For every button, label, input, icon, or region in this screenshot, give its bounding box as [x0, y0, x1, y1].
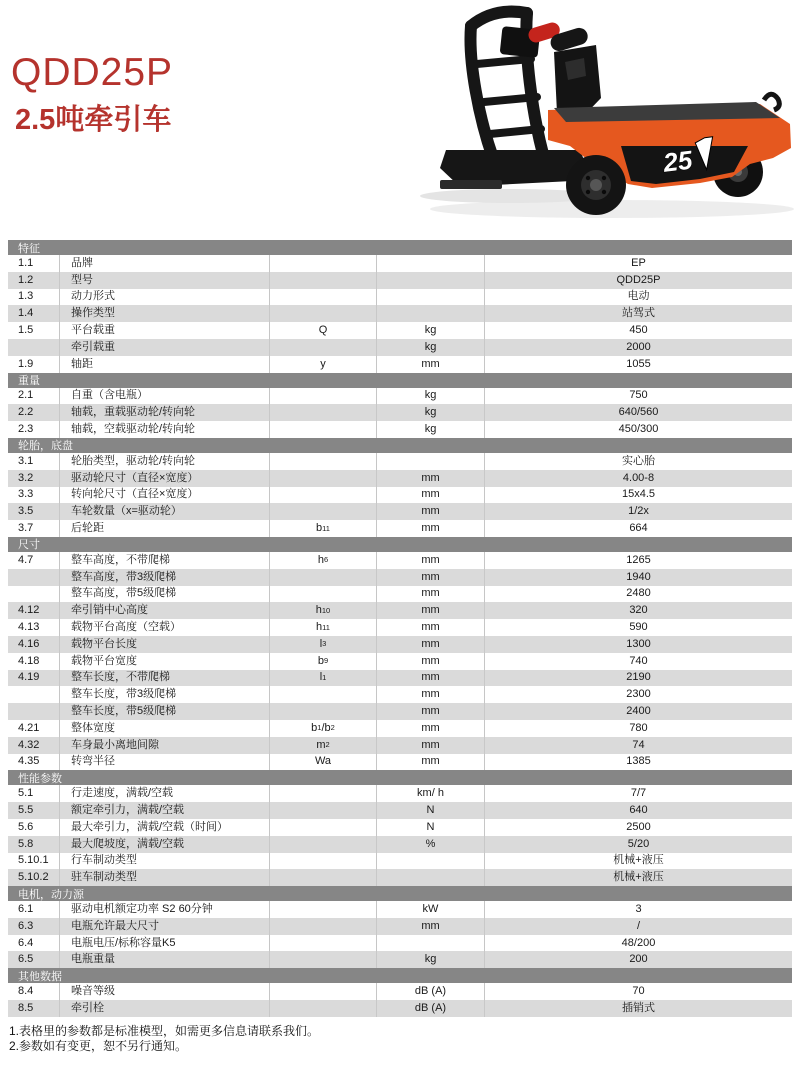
cell-no: 4.19 [8, 670, 60, 687]
cell-unit: mm [377, 356, 485, 373]
cell-symbol [270, 272, 377, 289]
cell-symbol: l 3 [270, 636, 377, 653]
section-header: 尺寸 [8, 537, 792, 552]
spec-row [8, 935, 792, 952]
cell-value: 1055 [626, 357, 651, 370]
cell-value: / [636, 919, 641, 932]
cell-unit: % [377, 836, 485, 853]
cell-name: 操作类型 [60, 305, 270, 322]
cell-no: 3.2 [8, 470, 60, 487]
cell-value: 1300 [626, 637, 651, 650]
cell-symbol [270, 836, 377, 853]
cell-unit [377, 453, 485, 470]
cell-value: 2500 [626, 820, 651, 833]
spec-row [8, 1000, 792, 1017]
cell-value: 2480 [626, 587, 651, 600]
cell-name: 平台载重 [60, 322, 270, 339]
cell-symbol: b 11 [270, 520, 377, 537]
cell-unit: mm [377, 653, 485, 670]
cell-symbol [270, 487, 377, 504]
cell-name: 轴距 [60, 356, 270, 373]
cell-unit [377, 305, 485, 322]
cell-unit [377, 935, 485, 952]
cell-no: 5.10.1 [8, 853, 60, 870]
spec-row [8, 503, 792, 520]
cell-name: 载物平台长度 [60, 636, 270, 653]
cell-value: 780 [629, 721, 648, 734]
cell-symbol [270, 421, 377, 438]
spec-row [8, 470, 792, 487]
tow-tractor-illustration [400, 0, 800, 230]
cell-unit [377, 869, 485, 886]
cell-symbol: Wa [270, 754, 377, 771]
cell-no: 6.5 [8, 951, 60, 968]
cell-unit: kg [377, 421, 485, 438]
spec-row [8, 421, 792, 438]
cell-value: 590 [629, 621, 648, 634]
cell-name: 驱动电机额定功率 S2 60分钟 [60, 901, 270, 918]
cell-name: 牵引销中心高度 [60, 602, 270, 619]
cell-name: 载物平台宽度 [60, 653, 270, 670]
cell-no: 5.1 [8, 785, 60, 802]
cell-value: 4.00-8 [622, 471, 655, 484]
cell-no: 4.21 [8, 720, 60, 737]
cell-no: 1.3 [8, 289, 60, 306]
cell-name: 后轮距 [60, 520, 270, 537]
cell-no: 2.2 [8, 404, 60, 421]
cell-name: 最大爬坡度，满载/空载 [60, 836, 270, 853]
cell-value: 740 [629, 654, 648, 667]
cell-symbol [270, 388, 377, 405]
cell-value: 3 [635, 902, 642, 915]
cell-symbol [270, 503, 377, 520]
spec-row [8, 388, 792, 405]
cell-value: 电动 [627, 290, 650, 303]
section-header: 特征 [8, 240, 792, 255]
spec-row [8, 869, 792, 886]
cell-unit [377, 255, 485, 272]
cell-unit: mm [377, 520, 485, 537]
section-header: 性能参数 [8, 770, 792, 785]
cell-symbol [270, 305, 377, 322]
cell-name: 行走速度，满载/空载 [60, 785, 270, 802]
cell-value: 320 [629, 604, 648, 617]
cell-symbol [270, 951, 377, 968]
cell-unit: kg [377, 951, 485, 968]
cell-name: 轴载，重载驱动轮/转向轮 [60, 404, 270, 421]
cell-unit: mm [377, 918, 485, 935]
cell-name: 载物平台高度（空载） [60, 619, 270, 636]
cell-unit: kg [377, 339, 485, 356]
spec-row [8, 520, 792, 537]
spec-row [8, 653, 792, 670]
cell-unit [377, 289, 485, 306]
cell-no: 1.9 [8, 356, 60, 373]
cell-no: 4.7 [8, 552, 60, 569]
cell-name: 品牌 [60, 255, 270, 272]
cell-no: 1.4 [8, 305, 60, 322]
cell-unit [377, 272, 485, 289]
cell-no: 6.4 [8, 935, 60, 952]
spec-row [8, 272, 792, 289]
cell-value: 2000 [626, 340, 651, 353]
cell-unit: N [377, 819, 485, 836]
cell-symbol [270, 586, 377, 603]
cell-name: 整车长度，带3级爬梯 [60, 686, 270, 703]
cell-no: 5.5 [8, 802, 60, 819]
cell-value: 实心胎 [622, 454, 655, 467]
cell-value: 机械+液压 [613, 871, 664, 884]
cell-symbol [270, 339, 377, 356]
cell-unit: dB (A) [377, 1000, 485, 1017]
spec-row [8, 255, 792, 272]
cell-name: 整车长度，带5级爬梯 [60, 703, 270, 720]
spec-row [8, 737, 792, 754]
page-subtitle: 2.5吨牵引车 [15, 104, 172, 136]
cell-symbol [270, 869, 377, 886]
cell-name: 整车高度，不带爬梯 [60, 552, 270, 569]
cell-name: 整体宽度 [60, 720, 270, 737]
spec-row [8, 720, 792, 737]
cell-no: 4.12 [8, 602, 60, 619]
section-header: 重量 [8, 373, 792, 388]
cell-value: 1/2x [628, 505, 649, 518]
cell-unit: mm [377, 686, 485, 703]
spec-row [8, 586, 792, 603]
cell-value: 7/7 [630, 787, 647, 800]
cell-name: 车轮数量（x=驱动轮） [60, 503, 270, 520]
cell-no [8, 703, 60, 720]
cell-symbol [270, 918, 377, 935]
spec-row [8, 853, 792, 870]
cell-no: 5.10.2 [8, 869, 60, 886]
cell-unit: mm [377, 670, 485, 687]
cell-value: 664 [629, 522, 648, 535]
cell-symbol: y [270, 356, 377, 373]
cell-name: 噪音等级 [60, 983, 270, 1000]
cell-symbol [270, 802, 377, 819]
cell-value: 70 [632, 985, 645, 998]
section-header: 轮胎，底盘 [8, 438, 792, 453]
cell-symbol [270, 686, 377, 703]
cell-no [8, 569, 60, 586]
cell-name: 额定牵引力，满载/空载 [60, 802, 270, 819]
cell-unit: km/ h [377, 785, 485, 802]
cell-symbol [270, 470, 377, 487]
cell-value: 15x4.5 [621, 488, 656, 501]
cell-name: 型号 [60, 272, 270, 289]
cell-symbol: Q [270, 322, 377, 339]
cell-name: 动力形式 [60, 289, 270, 306]
cell-unit: kg [377, 388, 485, 405]
cell-symbol [270, 703, 377, 720]
cell-value: 74 [632, 738, 645, 751]
section-header: 电机，动力源 [8, 886, 792, 901]
cell-value: 450/300 [618, 423, 659, 436]
cell-no: 4.13 [8, 619, 60, 636]
cell-no [8, 686, 60, 703]
cell-symbol [270, 853, 377, 870]
front-wheel [566, 155, 626, 215]
cell-no: 1.5 [8, 322, 60, 339]
cell-unit: mm [377, 703, 485, 720]
cell-no: 8.4 [8, 983, 60, 1000]
cell-symbol: h 10 [270, 602, 377, 619]
spec-row [8, 785, 792, 802]
spec-row [8, 836, 792, 853]
spec-row [8, 983, 792, 1000]
footnote-1: 1.表格里的参数都是标准模型，如需更多信息请联系我们。 [9, 1024, 320, 1038]
spec-row [8, 670, 792, 687]
cell-unit: mm [377, 503, 485, 520]
cell-value: 插销式 [622, 1001, 655, 1014]
cell-unit: mm [377, 754, 485, 771]
cell-value: 5/20 [627, 837, 650, 850]
spec-row [8, 404, 792, 421]
cell-symbol: h 6 [270, 552, 377, 569]
cell-unit: kW [377, 901, 485, 918]
cell-unit: mm [377, 737, 485, 754]
cell-unit: kg [377, 404, 485, 421]
cell-no: 2.1 [8, 388, 60, 405]
cell-no [8, 339, 60, 356]
cell-value: 640 [629, 804, 648, 816]
page-title: QDD25P [11, 51, 174, 94]
cell-no: 4.16 [8, 636, 60, 653]
cell-no: 6.3 [8, 918, 60, 935]
spec-row [8, 305, 792, 322]
cell-unit: mm [377, 720, 485, 737]
cell-symbol: h 11 [270, 619, 377, 636]
cell-unit: mm [377, 586, 485, 603]
spec-table [8, 240, 792, 1017]
cell-symbol [270, 983, 377, 1000]
spec-row [8, 322, 792, 339]
spec-row [8, 552, 792, 569]
badge-number: 25 [661, 144, 694, 178]
spec-row [8, 453, 792, 470]
spec-row [8, 289, 792, 306]
cell-symbol [270, 569, 377, 586]
platform-step [440, 180, 502, 189]
cell-name: 轮胎类型，驱动轮/转向轮 [60, 453, 270, 470]
spec-row [8, 487, 792, 504]
cell-symbol: l 1 [270, 670, 377, 687]
cell-name: 整车高度，带5级爬梯 [60, 586, 270, 603]
spec-row [8, 901, 792, 918]
spec-row [8, 754, 792, 771]
cell-no: 5.6 [8, 819, 60, 836]
spec-row [8, 602, 792, 619]
spec-row [8, 802, 792, 819]
cell-name: 电瓶电压/标称容量K5 [60, 935, 270, 952]
cell-name: 驱动轮尺寸（直径×宽度） [60, 470, 270, 487]
cell-unit: mm [377, 552, 485, 569]
cell-name: 整车长度，不带爬梯 [60, 670, 270, 687]
cell-value: 2400 [626, 705, 651, 718]
cell-value: 机械+液压 [613, 854, 664, 867]
cell-unit: kg [377, 322, 485, 339]
cell-value: 1265 [626, 553, 651, 566]
cell-symbol [270, 255, 377, 272]
cell-unit: mm [377, 619, 485, 636]
cell-symbol [270, 1000, 377, 1017]
cell-unit: dB (A) [377, 983, 485, 1000]
spec-row [8, 918, 792, 935]
cell-no: 3.3 [8, 487, 60, 504]
cell-name: 车身最小离地间隙 [60, 737, 270, 754]
cell-unit: mm [377, 569, 485, 586]
cell-no: 3.5 [8, 503, 60, 520]
cell-name: 自重（含电瓶） [60, 388, 270, 405]
cell-symbol [270, 289, 377, 306]
cell-unit: mm [377, 470, 485, 487]
spec-row [8, 819, 792, 836]
cell-no: 6.1 [8, 901, 60, 918]
footnotes [9, 1024, 319, 1053]
spec-row [8, 356, 792, 373]
cell-name: 驻车制动类型 [60, 869, 270, 886]
cell-name: 牵引栓 [60, 1000, 270, 1017]
cell-no: 4.35 [8, 754, 60, 771]
cell-symbol [270, 819, 377, 836]
cell-value: 1940 [626, 570, 651, 583]
cell-value: 200 [629, 953, 648, 966]
cell-no: 4.18 [8, 653, 60, 670]
cell-unit: mm [377, 636, 485, 653]
cell-name: 整车高度，带3级爬梯 [60, 569, 270, 586]
spec-row [8, 339, 792, 356]
cell-name: 行车制动类型 [60, 853, 270, 870]
cell-symbol [270, 453, 377, 470]
cell-unit: N [377, 802, 485, 819]
spec-row [8, 951, 792, 968]
cell-value: QDD25P [616, 273, 661, 286]
cell-no: 1.2 [8, 272, 60, 289]
cell-no: 4.32 [8, 737, 60, 754]
cell-symbol [270, 935, 377, 952]
cell-value: 1385 [626, 755, 651, 768]
cell-value: 2190 [626, 671, 651, 684]
cell-name: 轴载，空载驱动轮/转向轮 [60, 421, 270, 438]
tow-hook [764, 94, 779, 110]
cell-unit: mm [377, 487, 485, 504]
cell-symbol [270, 785, 377, 802]
spec-row [8, 569, 792, 586]
cell-value: 450 [629, 324, 648, 337]
cell-value: 640/560 [618, 406, 659, 419]
cell-symbol: b 9 [270, 653, 377, 670]
cell-name: 最大牵引力，满载/空载（时间） [60, 819, 270, 836]
cell-value: EP [631, 256, 646, 269]
spec-row [8, 636, 792, 653]
spec-row [8, 619, 792, 636]
cell-unit: mm [377, 602, 485, 619]
spec-row [8, 703, 792, 720]
cell-symbol: m 2 [270, 737, 377, 754]
cell-symbol [270, 404, 377, 421]
cell-name: 牵引载重 [60, 339, 270, 356]
cell-value: 750 [629, 389, 648, 402]
cell-name: 转向轮尺寸（直径×宽度） [60, 487, 270, 504]
cell-no [8, 586, 60, 603]
spec-row [8, 686, 792, 703]
cell-value: 站驾式 [622, 307, 655, 320]
product-photo [400, 0, 800, 230]
cell-unit [377, 853, 485, 870]
cell-symbol [270, 901, 377, 918]
cell-no: 3.1 [8, 453, 60, 470]
cell-name: 转弯半径 [60, 754, 270, 771]
cell-no: 5.8 [8, 836, 60, 853]
cell-no: 8.5 [8, 1000, 60, 1017]
cell-no: 3.7 [8, 520, 60, 537]
cell-value: 2300 [626, 688, 651, 701]
cell-name: 电瓶允许最大尺寸 [60, 918, 270, 935]
section-header: 其他数据 [8, 968, 792, 983]
footnote-2: 2.参数如有变更，恕不另行通知。 [9, 1038, 188, 1053]
cell-symbol: b 1 /b 2 [270, 720, 377, 737]
cell-value: 48/200 [621, 936, 656, 949]
cell-no: 1.1 [8, 255, 60, 272]
cell-name: 电瓶重量 [60, 951, 270, 968]
cell-no: 2.3 [8, 421, 60, 438]
